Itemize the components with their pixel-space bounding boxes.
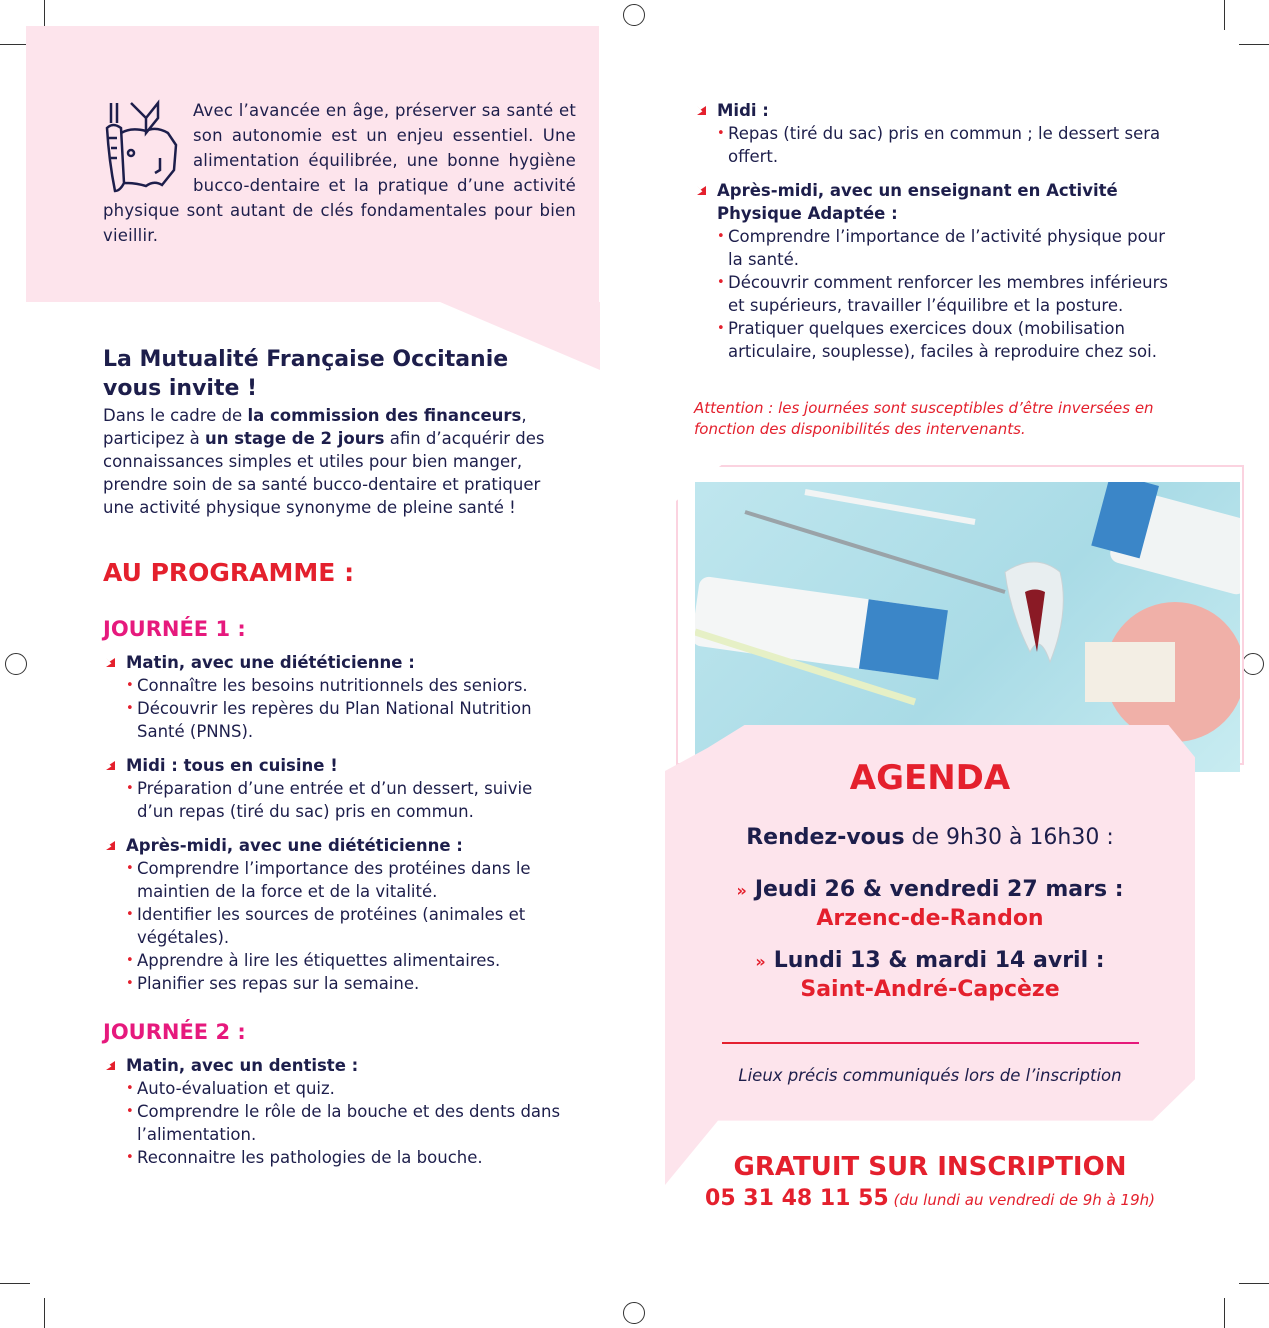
crop-mark <box>44 1298 45 1328</box>
crop-mark <box>1239 44 1269 45</box>
crop-mark <box>0 1283 30 1284</box>
section-heading: Matin, avec une diététicienne : <box>103 651 573 674</box>
day1-block <box>103 617 573 995</box>
place-text: Arzenc-de-Randon <box>816 906 1044 931</box>
registration-mark-icon <box>5 653 27 675</box>
rdv-hours: de 9h30 à 16h30 : <box>904 825 1114 850</box>
list-item: • Préparation d’une entrée et d’un dessert, suivie d’un repas (tiré du sac) pris en commun. <box>137 777 573 823</box>
program-section <box>103 651 573 743</box>
programme-title: AU PROGRAMME : <box>103 558 355 587</box>
phone-number[interactable]: 05 31 48 11 55 <box>705 1186 889 1211</box>
crop-mark <box>1224 1298 1225 1328</box>
registration-mark-icon <box>623 4 645 26</box>
section-heading: Après-midi, avec une diététicienne : <box>103 834 573 857</box>
day2-sections-left <box>103 1054 573 1169</box>
intro-text: Avec l’avancée en âge, préserver sa santé et son autonomie est un enjeu essentiel. Une alimentation équilibrée, une bonne hygiène bucco-dentaire et la pratique d’une activité physique sont autant de clés fondamentales pour bien vieillir. <box>103 101 576 245</box>
list-item: • Découvrir les repères du Plan National Nutrition Santé (PNNS). <box>137 697 573 743</box>
list-item: • Comprendre l’importance de l’activité physique pour la santé. <box>728 225 1169 271</box>
registration-mark-icon <box>1242 653 1264 675</box>
contact-phone <box>665 1186 1195 1211</box>
section-heading: Après-midi, avec un enseignant en Activité Physique Adaptée : <box>694 179 1169 225</box>
chevron-right-icon: » <box>736 881 747 900</box>
invite-bold: un stage de 2 jours <box>204 429 385 448</box>
list-item: • Identifier les sources de protéines (animales et végétales). <box>137 903 573 949</box>
intro-paragraph <box>103 98 576 248</box>
list-item: • Planifier ses repas sur la semaine. <box>137 972 573 995</box>
day2-block <box>103 1020 573 1169</box>
date-text: Lundi 13 & mardi 14 avril : <box>773 948 1105 973</box>
list-item: • Auto-évaluation et quiz. <box>137 1077 573 1100</box>
item-list <box>694 225 1169 363</box>
chevron-right-icon: » <box>755 952 766 971</box>
list-item: • Comprendre l’importance des protéines dans le maintien de la force et de la vitalité. <box>137 857 573 903</box>
list-item: • Apprendre à lire les étiquettes alimentaires. <box>137 949 573 972</box>
list-item: • Connaître les besoins nutritionnels des seniors. <box>137 674 573 697</box>
invite-text: , participez à <box>103 406 527 448</box>
invite-text: Dans le cadre de <box>103 406 248 425</box>
location-note: Lieux précis communiqués lors de l’inscription <box>738 1066 1122 1085</box>
phone-hours: (du lundi au vendredi de 9h à 19h) <box>888 1191 1155 1209</box>
list-item: • Découvrir comment renforcer les membres inférieurs et supérieurs, travailler l’équilibre et la posture. <box>728 271 1169 317</box>
agenda-date-1 <box>665 876 1195 933</box>
day1-title: JOURNÉE 1 : <box>103 617 246 641</box>
carrot-apple-icon <box>103 98 183 193</box>
program-section <box>103 834 573 995</box>
item-list <box>103 857 573 995</box>
item-list <box>103 1077 573 1169</box>
section-heading: Midi : tous en cuisine ! <box>103 754 573 777</box>
item-list <box>694 122 1169 168</box>
list-item: • Reconnaitre les pathologies de la bouche. <box>137 1146 573 1169</box>
invite-bold: la commission des financeurs <box>247 406 522 425</box>
list-item: • Comprendre le rôle de la bouche et des dents dans l’alimentation. <box>137 1100 573 1146</box>
invite-text: afin d’acquérir des connaissances simples et utiles pour bien manger, prendre soin de sa santé bucco-dentaire et pratiquer une activité physique synonyme de pleine santé ! <box>103 429 545 517</box>
program-section <box>103 1054 573 1169</box>
place-text: Saint-André-Capcèze <box>800 977 1060 1002</box>
section-heading: Matin, avec un dentiste : <box>103 1054 573 1077</box>
list-item: • Repas (tiré du sac) pris en commun ; le dessert sera offert. <box>728 122 1169 168</box>
attention-note: Attention : les journées sont susceptibles d’être inversées en fonction des disponibilités des intervenants. <box>694 399 1154 438</box>
date-text: Jeudi 26 & vendredi 27 mars : <box>754 877 1124 902</box>
program-section <box>694 99 1169 168</box>
agenda-rendezvous <box>665 825 1195 850</box>
registration-mark-icon <box>623 1302 645 1324</box>
day2-title: JOURNÉE 2 : <box>103 1020 246 1044</box>
program-section <box>103 754 573 823</box>
rdv-label: Rendez-vous <box>746 825 905 850</box>
day1-sections <box>103 651 573 995</box>
list-item: • Pratiquer quelques exercices doux (mobilisation articulaire, souplesse), faciles à reproduire chez soi. <box>728 317 1169 363</box>
item-list <box>103 674 573 743</box>
invite-title: La Mutualité Française Occitanie vous invite ! <box>103 347 509 401</box>
program-section <box>694 179 1169 363</box>
divider <box>722 1042 1139 1044</box>
agenda-title: AGENDA <box>849 758 1011 798</box>
day2-sections-right <box>694 99 1169 363</box>
free-registration: GRATUIT SUR INSCRIPTION <box>733 1152 1127 1182</box>
invite-paragraph <box>103 404 573 519</box>
crop-mark <box>1239 1283 1269 1284</box>
item-list <box>103 777 573 823</box>
crop-mark <box>1224 0 1225 30</box>
agenda-date-2 <box>665 947 1195 1004</box>
section-heading: Midi : <box>694 99 1169 122</box>
